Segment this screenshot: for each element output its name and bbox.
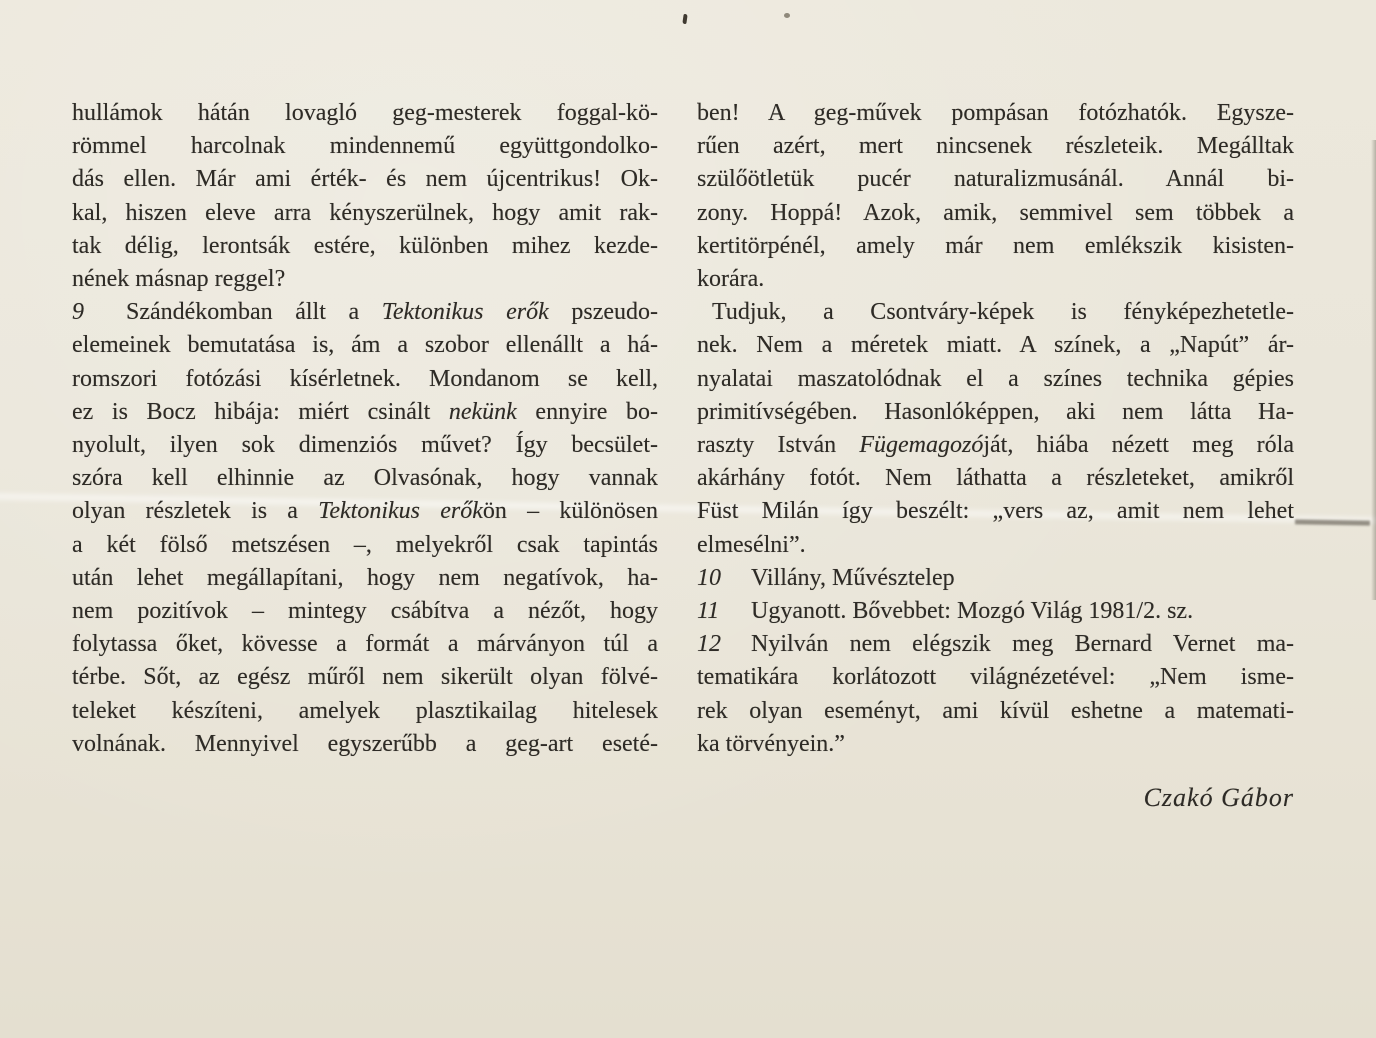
text-line: [72, 628, 658, 661]
text-segment: Ugyanott. Bővebbet: Mozgó Világ 1981/2. sz.: [751, 598, 1194, 625]
text-segment: romszori fotózási kísérletnek. Mondanom se kell,: [72, 365, 658, 392]
text-line: [72, 595, 658, 628]
text-segment: ben! A geg-művek pompásan fotózhatók. Egysze-: [697, 100, 1294, 126]
text-segment: kal, hiszen eleve arra kényszerülnek, hogy amit rak-: [72, 199, 658, 226]
text-segment: rek olyan eseményt, ami kívül eshetne a matemati-: [697, 697, 1294, 724]
text-line: [697, 495, 1294, 528]
footnote-9-continued: [697, 97, 1294, 296]
text-line: [697, 695, 1294, 728]
text-line: [72, 363, 658, 396]
text-column-right: [697, 97, 1294, 761]
text-line: [697, 628, 1294, 661]
text-line: [697, 728, 1294, 761]
text-line: [72, 529, 658, 562]
text-segment: Fügemagozó: [859, 432, 984, 459]
text-line: [697, 661, 1294, 694]
text-line: [72, 163, 658, 196]
text-segment: nekünk: [448, 398, 517, 425]
footnote-number: 12: [697, 631, 721, 658]
text-segment: akárhány fotót. Nem láthatta a részleteket, amikről: [697, 465, 1294, 492]
text-segment: nek. Nem a méretek miatt. A színek, a „Napút” ár-: [697, 332, 1294, 359]
text-segment: nem pozitívok – mintegy csábítva a nézőt, hogy: [72, 598, 658, 625]
text-segment: ka törvényein.”: [697, 730, 845, 757]
text-line: [72, 296, 658, 329]
text-segment: olyan részletek is a: [72, 498, 319, 525]
text-segment: folytassa őket, kövesse a formát a márványon túl a: [72, 631, 658, 658]
text-segment: tak délig, lerontsák estére, különben mihez kezde-: [72, 232, 658, 259]
text-line: [697, 363, 1294, 396]
ink-speck: [682, 14, 687, 24]
text-line: [72, 462, 658, 495]
text-line: [72, 130, 658, 163]
text-line: [697, 296, 1294, 329]
text-line: [72, 97, 658, 130]
page-edge-shadow: [1371, 140, 1376, 600]
footnote-12: [697, 628, 1294, 761]
text-segment: ez is Bocz hibája: miért csinált: [72, 398, 449, 425]
text-segment: Nyilván nem elégszik meg Bernard Vernet ma-: [751, 631, 1294, 658]
text-segment: Szándékomban állt a: [126, 299, 382, 326]
text-segment: dás ellen. Már ami érték- és nem újcentrikus! Ok-: [72, 166, 658, 193]
footnote-number: 10: [697, 564, 721, 591]
text-segment: tematikára korlátozott világnézetével: „Nem isme-: [697, 664, 1294, 691]
footnote-10: [697, 562, 1294, 595]
text-line: [697, 396, 1294, 429]
text-segment: kertitörpénél, amely már nem emlékszik kisisten-: [697, 232, 1294, 259]
text-segment: raszty István: [697, 432, 860, 459]
text-line: [697, 462, 1294, 495]
text-segment: römmel harcolnak mindennemű együttgondolko-: [72, 133, 658, 160]
text-line: [697, 230, 1294, 263]
footnote-11: [697, 595, 1294, 628]
text-segment: korára.: [697, 266, 765, 293]
text-line: [72, 661, 658, 694]
text-segment: ját, hiába nézett meg róla: [983, 432, 1294, 459]
paragraph-tudjuk: [697, 296, 1294, 562]
text-segment: ennyire bo-: [516, 398, 658, 425]
text-line: [72, 230, 658, 263]
text-segment: volnának. Mennyivel egyszerűbb a geg-art eseté-: [72, 730, 658, 757]
text-segment: pszeudo-: [548, 299, 658, 326]
text-segment: térbe. Sőt, az egész műről nem sikerült olyan fölvé-: [72, 664, 658, 691]
text-segment: Tektonikus erők: [318, 498, 483, 525]
text-segment: elmesélni”.: [697, 531, 806, 558]
text-segment: hullámok hátán lovagló geg-mesterek foggal-kö-: [72, 100, 658, 126]
text-segment: szóra kell elhinnie az Olvasónak, hogy vannak: [72, 465, 658, 492]
text-segment: szülőötletük pucér naturalizmusánál. Annál bi-: [697, 166, 1294, 193]
text-segment: nének másnap reggel?: [72, 266, 286, 293]
text-line: [697, 429, 1294, 462]
text-segment: elemeinek bemutatása is, ám a szobor ellenállt a há-: [72, 332, 658, 359]
text-segment: Füst Milán így beszélt: „vers az, amit nem lehet: [697, 498, 1294, 525]
text-line: [72, 728, 658, 761]
text-line: [697, 163, 1294, 196]
text-line: [72, 495, 658, 528]
footnote-9: [72, 296, 658, 761]
text-segment: nyolult, ilyen sok dimenziós művet? Így becsület-: [72, 432, 658, 459]
text-segment: zony. Hoppá! Azok, amik, semmivel sem többek a: [697, 199, 1294, 226]
text-segment: ön – különösen: [482, 498, 658, 525]
text-segment: Tektonikus erők: [381, 299, 549, 326]
text-line: [697, 562, 1294, 595]
text-segment: teleket készíteni, amelyek plasztikailag hitelesek: [72, 697, 658, 724]
text-segment: Tudjuk, a Csontváry-képek is fényképezhetetle-: [712, 299, 1294, 326]
text-line: [697, 595, 1294, 628]
text-segment: rűen azért, mert nincsenek részleteik. Megálltak: [697, 133, 1294, 160]
text-line: [697, 97, 1294, 130]
text-segment: a két fölső metszésen –, melyekről csak tapintás: [72, 531, 658, 558]
text-line: [72, 562, 658, 595]
text-line: [72, 695, 658, 728]
text-segment: primitívségében. Hasonlóképpen, aki nem látta Ha-: [697, 398, 1294, 425]
text-segment: Villány, Művésztelep: [751, 564, 955, 591]
author-signature: Czakó Gábor: [1143, 783, 1294, 812]
text-line: [697, 130, 1294, 163]
text-line: [72, 197, 658, 230]
ink-speck: [784, 13, 790, 18]
text-line: [72, 329, 658, 362]
text-segment: után lehet megállapítani, hogy nem negatívok, ha-: [72, 564, 658, 591]
text-line: [72, 429, 658, 462]
text-segment: nyalatai maszatolódnak el a színes technika gépies: [697, 365, 1294, 392]
text-line: [697, 329, 1294, 362]
scan-streak-artifact: [1295, 519, 1370, 525]
text-line: [697, 263, 1294, 296]
text-column-left: [72, 97, 658, 761]
text-line: [697, 529, 1294, 562]
paragraph-continued: [72, 97, 658, 296]
text-line: [72, 263, 658, 296]
footnote-number: 11: [697, 598, 720, 625]
text-line: [697, 197, 1294, 230]
footnote-number: 9: [72, 299, 84, 326]
text-line: [72, 396, 658, 429]
